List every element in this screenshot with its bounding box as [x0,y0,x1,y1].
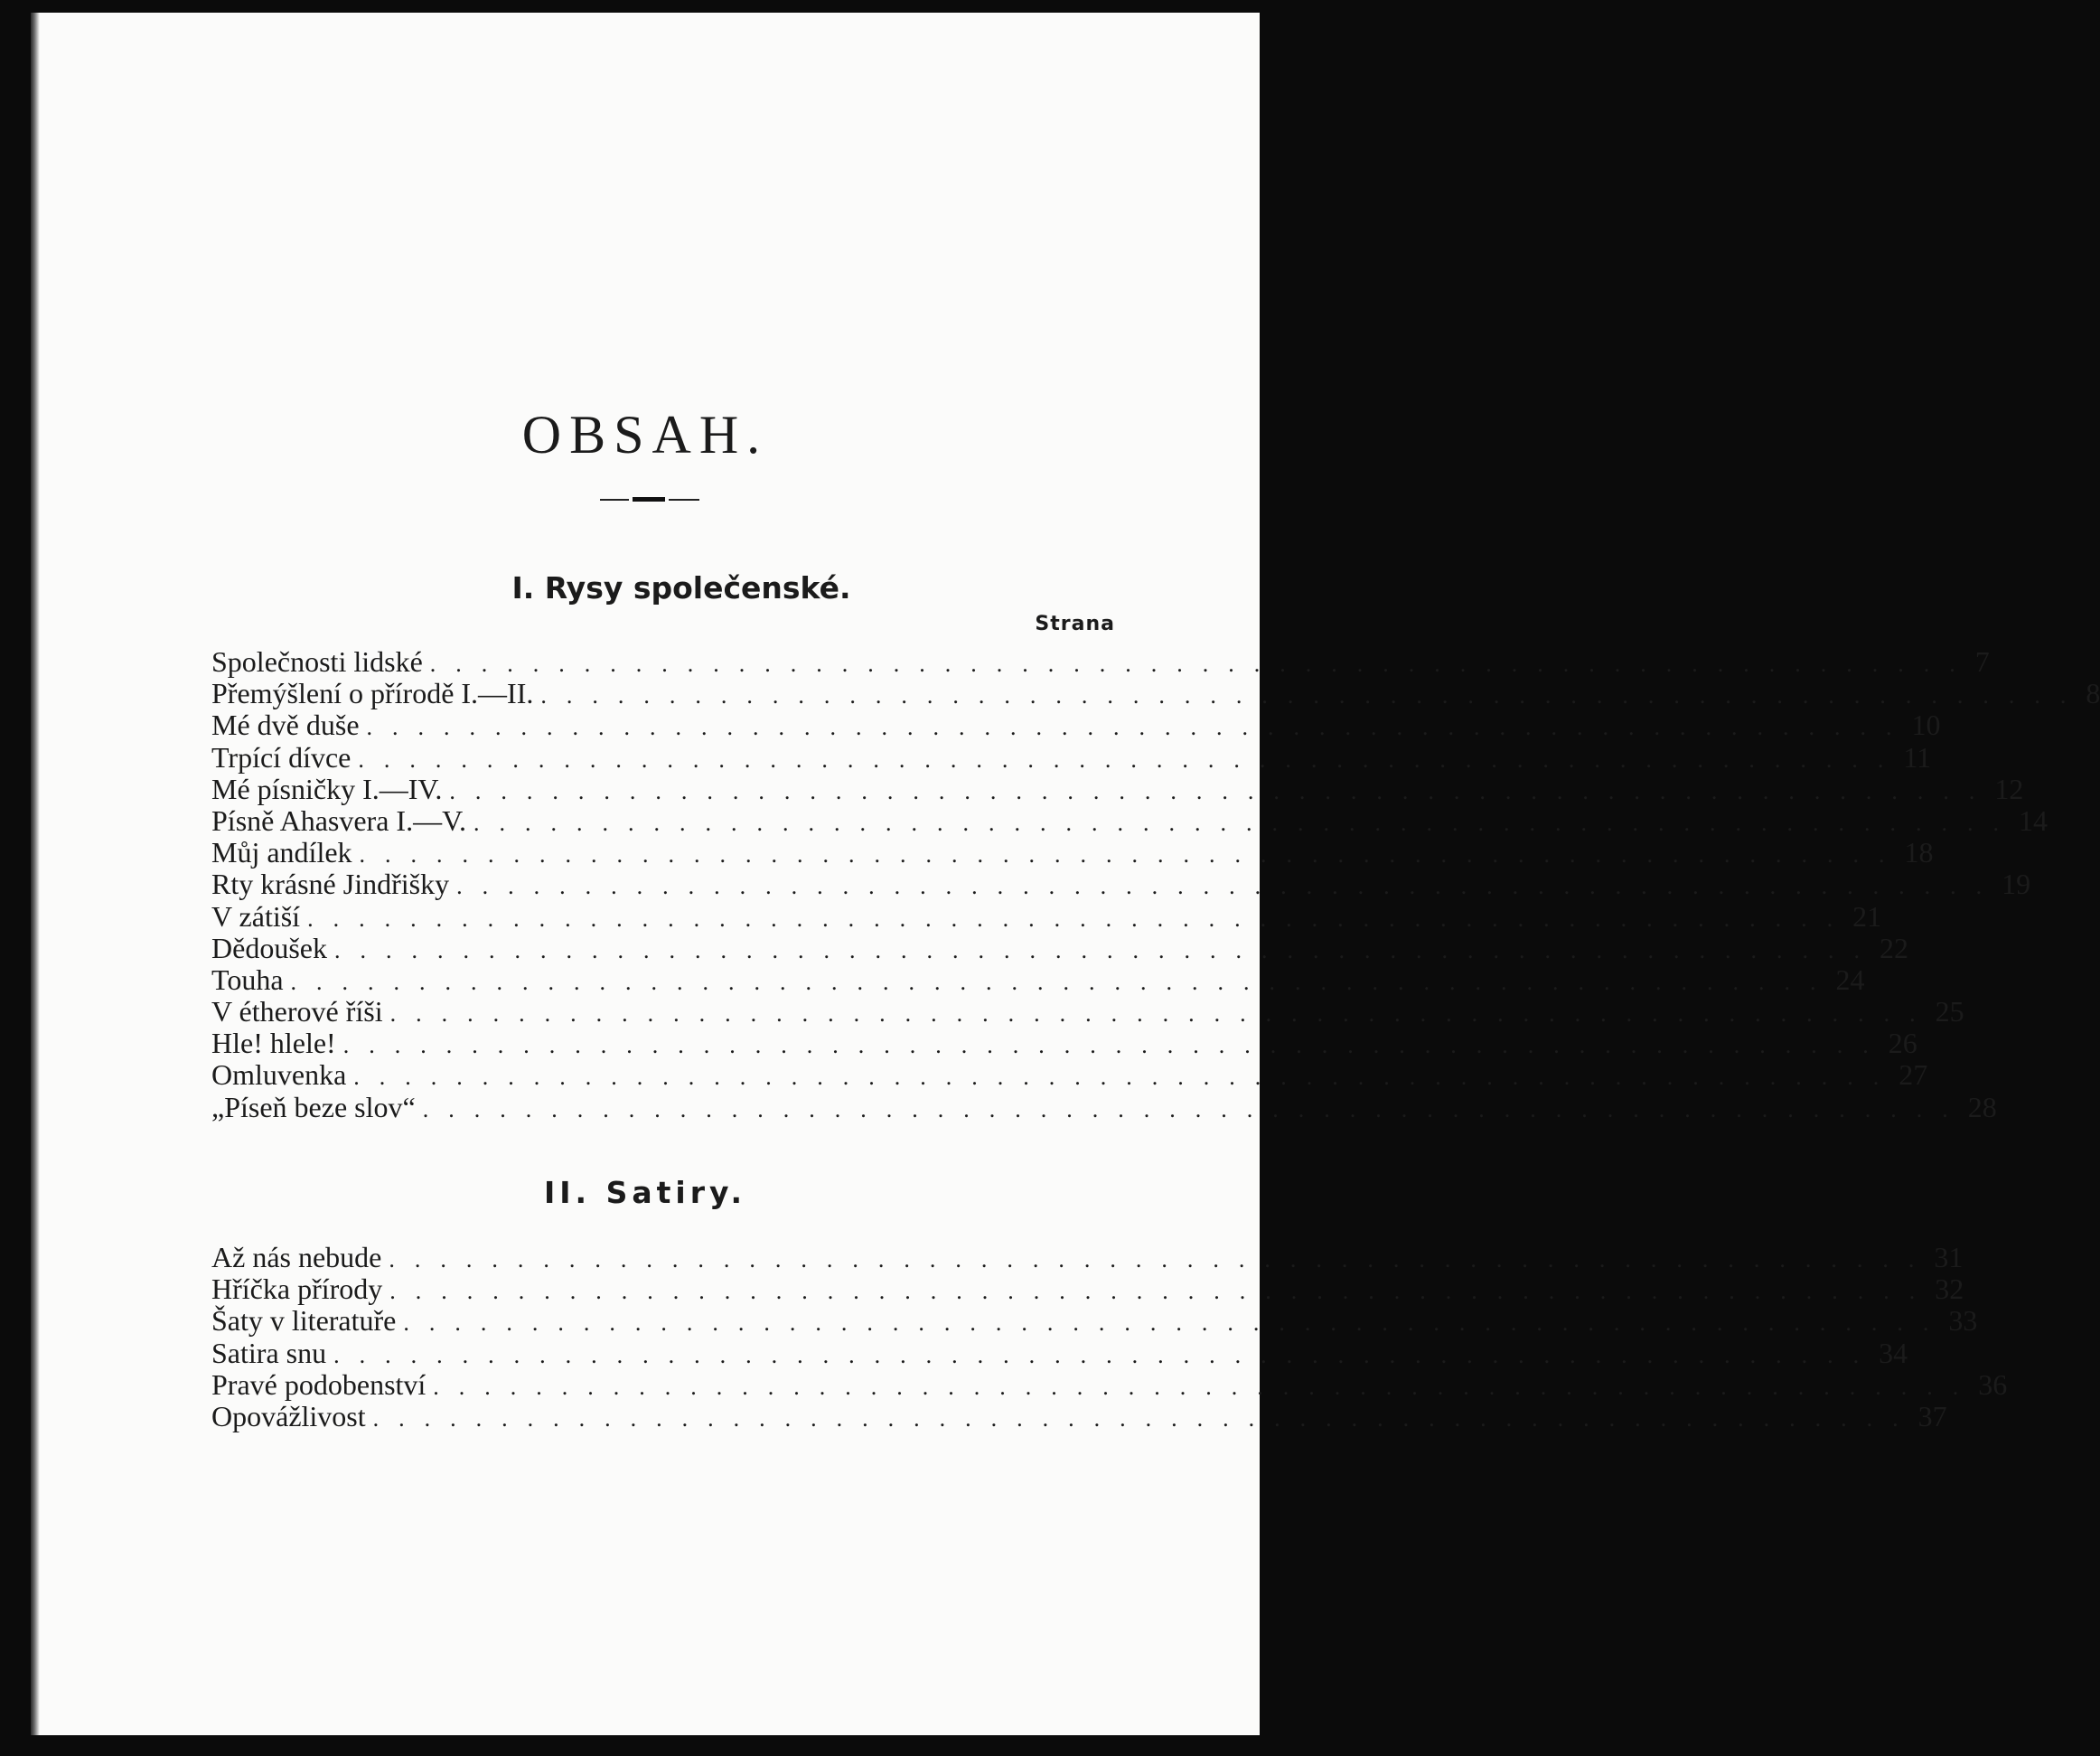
toc-entry [211,899,1882,933]
toc-entry [211,677,2100,710]
toc-entry-page: 36 [1978,1367,2008,1401]
toc-entry-title: V zátiší [211,899,301,933]
toc-leader-dots: ............................................................ [359,841,1905,869]
section-2-contents [211,1241,2008,1432]
toc-leader-dots: ............................................................ [540,682,2086,709]
toc-entry [211,963,1865,996]
toc-entry-title: Pravé podobenství [211,1367,427,1401]
toc-leader-dots: ............................................................ [389,1278,1936,1305]
toc-entry [211,836,1934,869]
toc-entry [211,1399,1947,1432]
toc-leader-dots: ............................................................ [372,1404,1918,1432]
toc-leader-dots: ............................................................ [353,1064,1899,1091]
title-ornament [600,497,699,502]
toc-entry-page: 31 [1934,1241,1964,1273]
toc-entry-title: Omluvenka [211,1058,347,1092]
toc-entry-page: 33 [1948,1304,1978,1338]
toc-entry-title: Trpící dívce [211,740,352,774]
toc-entry-title: Až nás nebude [211,1241,382,1273]
toc-entry-title: Hříčka přírody [211,1272,383,1306]
toc-entry-page: 26 [1888,1027,1917,1060]
toc-entry-title: Hle! hlele! [211,1027,336,1060]
toc-entry [211,772,2024,805]
section-1-contents [211,645,2100,1123]
section-2-heading: II. Satiry. [544,1175,746,1210]
toc-entry-title: V étherové říši [211,995,383,1028]
toc-leader-dots: ............................................................ [290,968,1836,995]
page-column-label: Strana [1035,613,1115,635]
toc-leader-dots: ............................................................ [307,905,1853,932]
toc-entry-title: Dědoušek [211,931,327,964]
toc-entry-title: „Píseň beze slov“ [211,1090,416,1123]
toc-entry [211,931,1908,964]
toc-entry-page: 19 [2002,868,2031,901]
toc-entry-page: 14 [2019,803,2048,837]
toc-entry-page: 22 [1879,931,1908,964]
section-1-heading: I. Rysy společenské. [511,570,851,606]
toc-entry [211,709,1941,742]
toc-entry [211,1058,1928,1092]
toc-entry-title: Touha [211,963,284,996]
toc-entry-page: 11 [1903,740,1932,774]
toc-entry-page: 25 [1935,995,1964,1028]
book-spine-shadow [31,13,40,1735]
toc-leader-dots: ............................................................ [456,873,2002,900]
toc-leader-dots: ............................................................ [358,746,1904,773]
toc-entry [211,1027,1917,1060]
toc-entry [211,645,1990,678]
toc-leader-dots: ............................................................ [429,651,1975,677]
toc-entry-title: Písně Ahasvera I.—V. [211,803,467,837]
toc-entry-page: 28 [1967,1090,1997,1123]
toc-entry-title: Šaty v literatuře [211,1304,397,1338]
toc-entry-title: Mé písničky I.—IV. [211,772,443,805]
toc-entry [211,803,2048,837]
toc-entry [211,995,1964,1028]
toc-leader-dots: ............................................................ [403,1310,1949,1337]
toc-entry [211,1336,1908,1369]
toc-leader-dots: ............................................................ [389,1000,1936,1028]
toc-entry-page: 8 [2086,677,2100,710]
toc-entry [211,1090,1997,1123]
toc-entry-page: 27 [1898,1058,1928,1092]
toc-entry-title: Přemýšlení o přírodě I.—II. [211,677,534,710]
toc-entry [211,1272,1964,1306]
toc-entry-page: 21 [1852,899,1882,933]
toc-entry-title: Opovážlivost [211,1399,366,1432]
toc-leader-dots: ............................................................ [422,1095,1968,1122]
toc-entry-page: 12 [1994,772,2024,805]
toc-entry-page: 24 [1835,963,1865,996]
toc-leader-dots: ............................................................ [473,809,2020,836]
toc-entry-page: 10 [1911,709,1941,742]
toc-entry-title: Společnosti lidské [211,645,423,678]
book-page [31,13,2100,1735]
toc-leader-dots: ............................................................ [333,936,1880,963]
toc-entry-title: Mé dvě duše [211,709,360,742]
toc-leader-dots: ............................................................ [449,777,1995,804]
toc-leader-dots: ............................................................ [389,1246,1935,1272]
toc-entry [211,1241,1964,1273]
toc-entry [211,1367,2008,1401]
toc-entry-title: Satira snu [211,1336,327,1369]
toc-leader-dots: ............................................................ [433,1373,1979,1400]
toc-leader-dots: ............................................................ [342,1032,1889,1059]
toc-entry-page: 18 [1904,836,1934,869]
toc-entry-title: Rty krásné Jindřišky [211,868,450,901]
toc-entry-page: 32 [1935,1272,1964,1306]
toc-entry [211,1304,1978,1338]
toc-entry [211,740,1932,774]
toc-leader-dots: ............................................................ [366,714,1912,741]
toc-entry-page: 7 [1974,645,1990,678]
toc-entry-page: 34 [1879,1336,1908,1369]
toc-entry-title: Můj andílek [211,836,352,869]
toc-entry-page: 37 [1917,1399,1947,1432]
page-title: OBSAH. [521,405,769,465]
toc-leader-dots: ............................................................ [333,1341,1880,1368]
toc-entry [211,868,2031,901]
